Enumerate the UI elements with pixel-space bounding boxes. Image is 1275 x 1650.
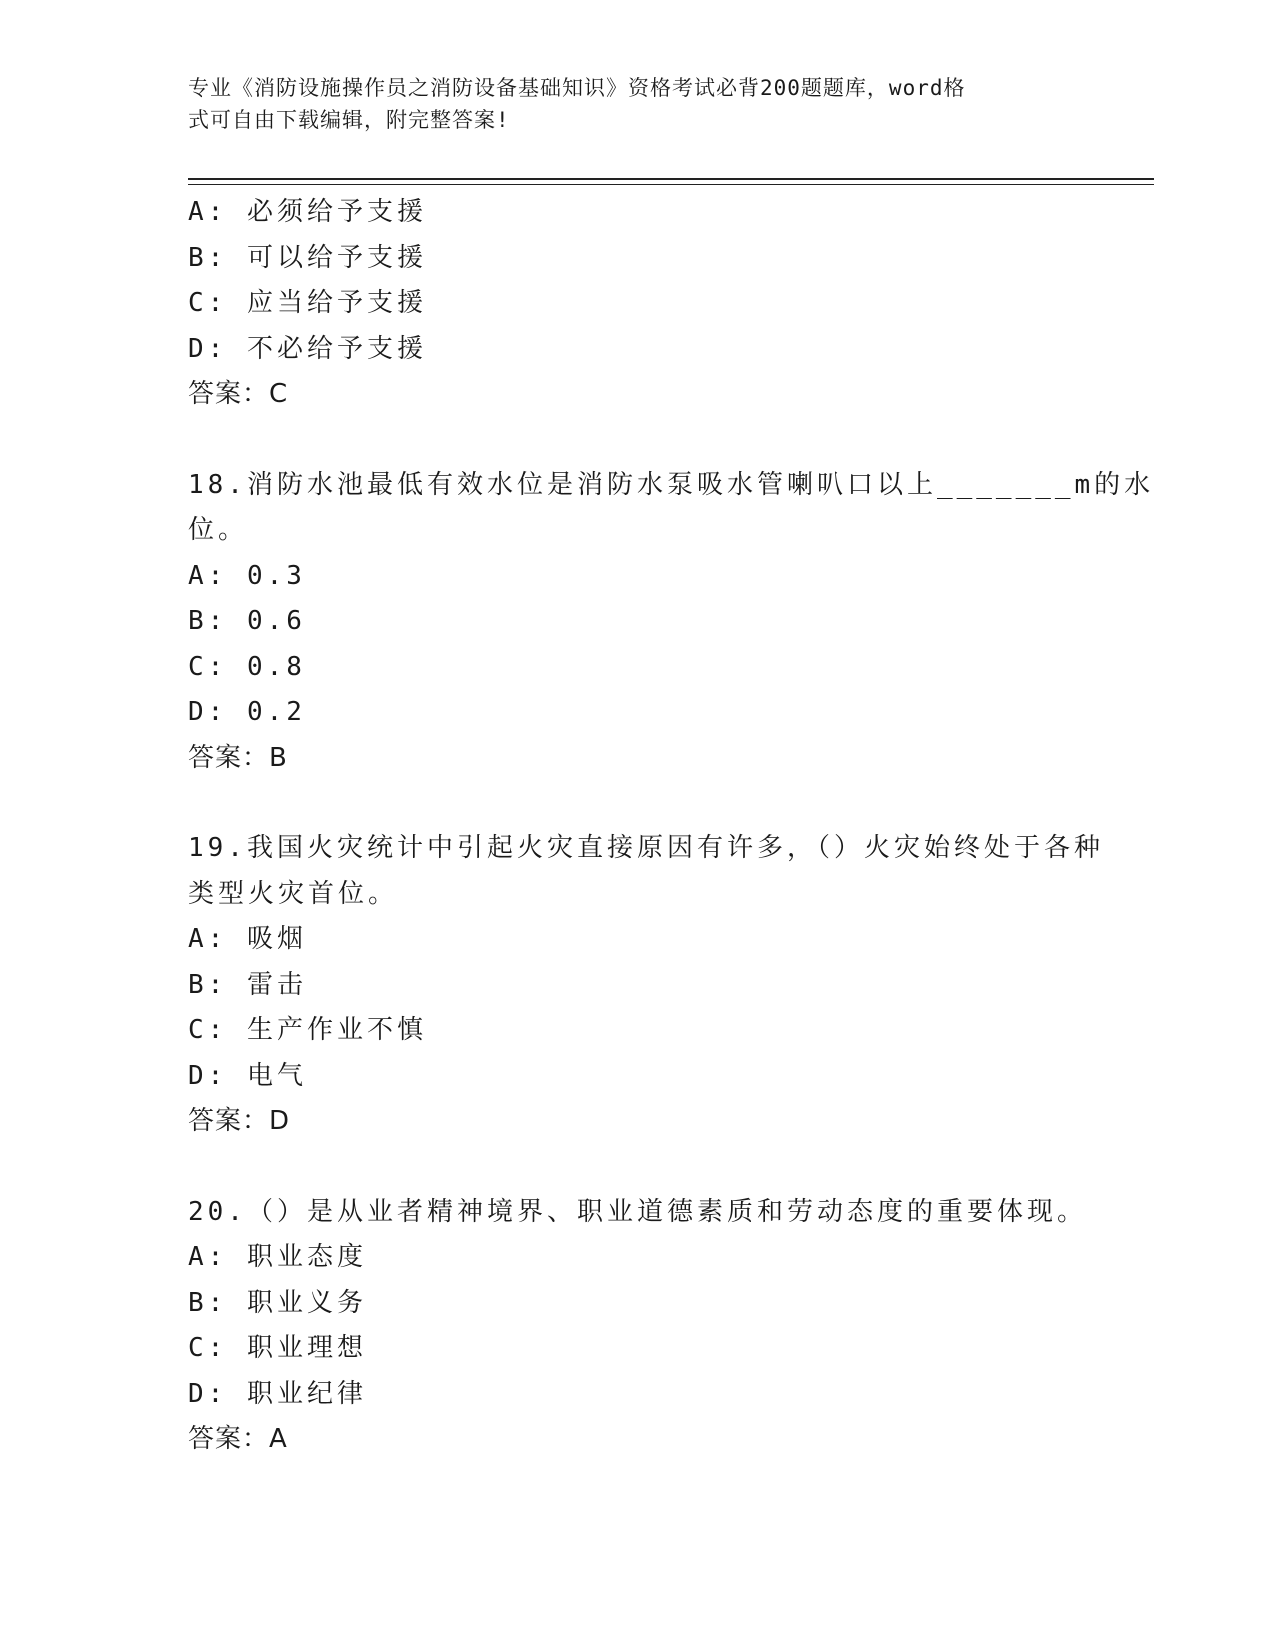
question-18: [188, 463, 1155, 782]
option-c: C: 应当给予支援: [188, 288, 427, 318]
option-d: D: 电气: [188, 1060, 307, 1091]
question-20: [188, 1190, 1088, 1463]
option-d: D: 不必给予支援: [188, 333, 427, 364]
option-a: A: 职业态度: [188, 1242, 367, 1272]
question-17: [188, 190, 1088, 418]
option-c: C: 生产作业不慎: [188, 1015, 427, 1045]
option-b: B: 可以给予支援: [188, 242, 427, 273]
question-stem-line1: 19.我国火灾统计中引起火灾直接原因有许多，（）火灾始终处于各种: [188, 833, 1104, 863]
option-b: B: 雷击: [188, 969, 307, 1000]
question-stem-line2: 类型火灾首位。: [188, 878, 399, 909]
question-stem-line1: 18.消防水池最低有效水位是消防水泵吸水管喇叭口以上_______m的水: [188, 469, 1155, 500]
option-b: B: 0.6: [188, 606, 306, 636]
answer-line: 答案：C: [188, 379, 289, 409]
option-a: A: 0.3: [188, 560, 306, 591]
header-title-line1: 专业《消防设施操作员之消防设备基础知识》资格考试必背200题题库，word格: [188, 76, 966, 100]
option-a: A: 必须给予支援: [188, 197, 427, 227]
answer-line: 答案：D: [188, 1106, 291, 1136]
answer-line: 答案：B: [188, 742, 288, 773]
option-c: C: 职业理想: [188, 1333, 367, 1363]
header-title-line2: 式可自由下载编辑，附完整答案!: [188, 108, 510, 132]
option-d: D: 职业纪律: [188, 1378, 367, 1409]
question-stem-line2: 位。: [188, 515, 249, 545]
option-c: C: 0.8: [188, 651, 306, 682]
option-a: A: 吸烟: [188, 924, 307, 954]
question-19: [188, 826, 1104, 1145]
answer-line: 答案：A: [188, 1424, 288, 1454]
header-divider-thin: [188, 184, 1154, 185]
question-list: [188, 190, 1155, 1463]
header-divider-thick: [188, 178, 1154, 180]
document-header: [188, 72, 1088, 136]
question-stem-line1: 20.（）是从业者精神境界、职业道德素质和劳动态度的重要体现。: [188, 1196, 1087, 1227]
option-b: B: 职业义务: [188, 1287, 367, 1318]
option-d: D: 0.2: [188, 697, 306, 727]
